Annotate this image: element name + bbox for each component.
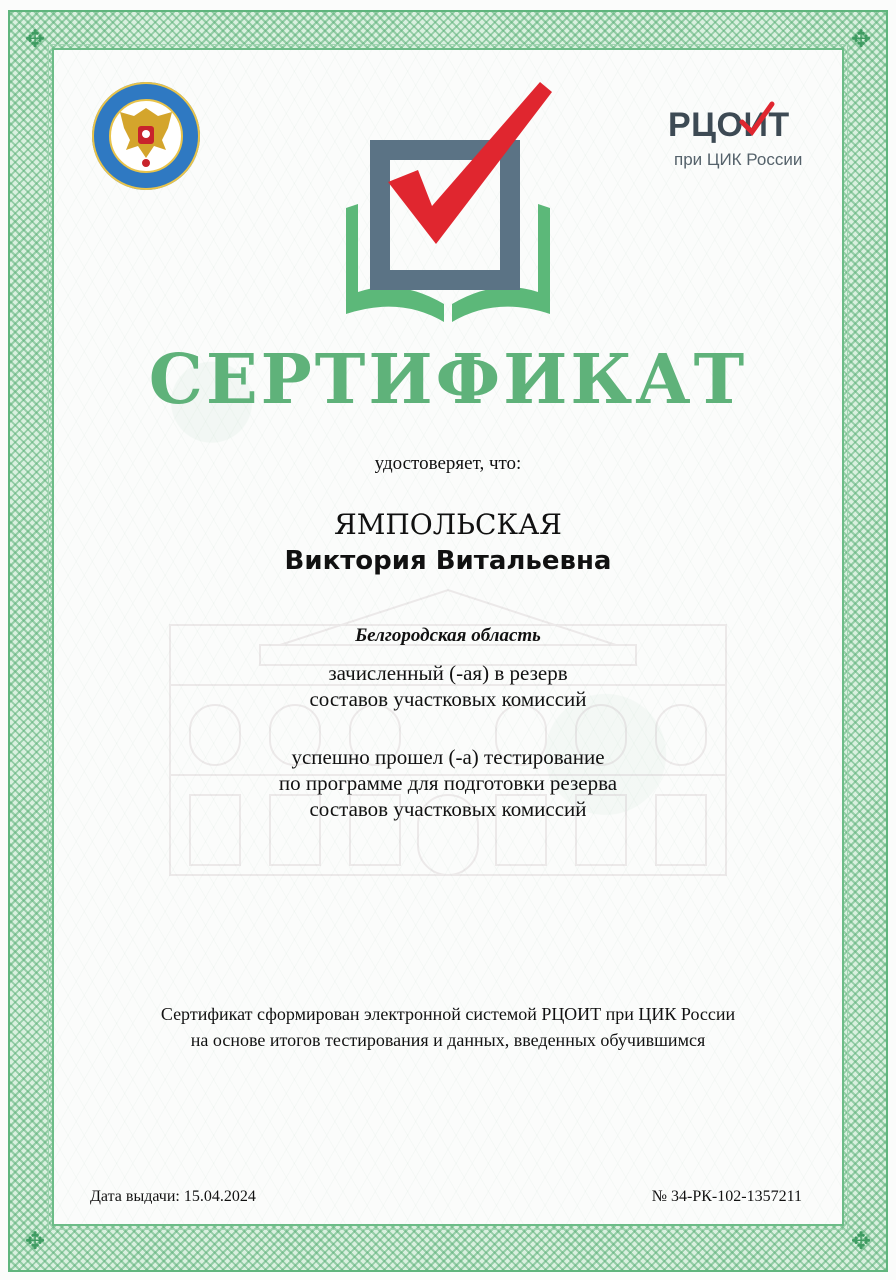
corner-ornament-icon: ✥ — [850, 25, 872, 53]
certificate-title: СЕРТИФИКАТ — [148, 340, 748, 420]
recipient-given-name: Виктория Витальевна — [284, 546, 612, 576]
rcoit-check-icon — [732, 100, 776, 144]
corner-ornament-icon: ✥ — [24, 25, 46, 53]
enrolled-statement — [0, 660, 896, 712]
enrolled-line: зачисленный (-ая) в резерв — [328, 661, 568, 685]
corner-ornament-icon: ✥ — [850, 1227, 872, 1255]
recipient-surname: ЯМПОЛЬСКАЯ — [334, 508, 562, 541]
corner-ornament-icon: ✥ — [24, 1227, 46, 1255]
certificate-number: № 34-РК-102-1357211 — [651, 1188, 802, 1205]
testing-statement — [0, 744, 896, 822]
testing-line: по программе для подготовки резерва — [278, 771, 618, 795]
rcoit-subtitle: при ЦИК России — [674, 150, 803, 169]
cik-russia-emblem-icon — [90, 80, 202, 192]
generation-note-line: Сертификат сформирован электронной системой РЦОИТ при ЦИК России — [160, 1004, 736, 1024]
rcoit-logo — [668, 106, 818, 176]
enrolled-line: составов участковых комиссий — [309, 687, 587, 711]
certifies-text: удостоверяет, что: — [374, 453, 522, 474]
issue-date: Дата выдачи: 15.04.2024 — [90, 1188, 256, 1205]
rcoit-name: РЦОИТ — [668, 106, 790, 144]
testing-line: успешно прошел (-а) тестирование — [291, 745, 605, 769]
ballot-checkmark-book-icon — [340, 78, 556, 324]
recipient-region: Белгородская область — [355, 625, 541, 646]
generation-note — [0, 1001, 896, 1053]
testing-line: составов участковых комиссий — [309, 797, 587, 821]
generation-note-line: на основе итогов тестирования и данных, введенных обучившимся — [190, 1030, 706, 1050]
